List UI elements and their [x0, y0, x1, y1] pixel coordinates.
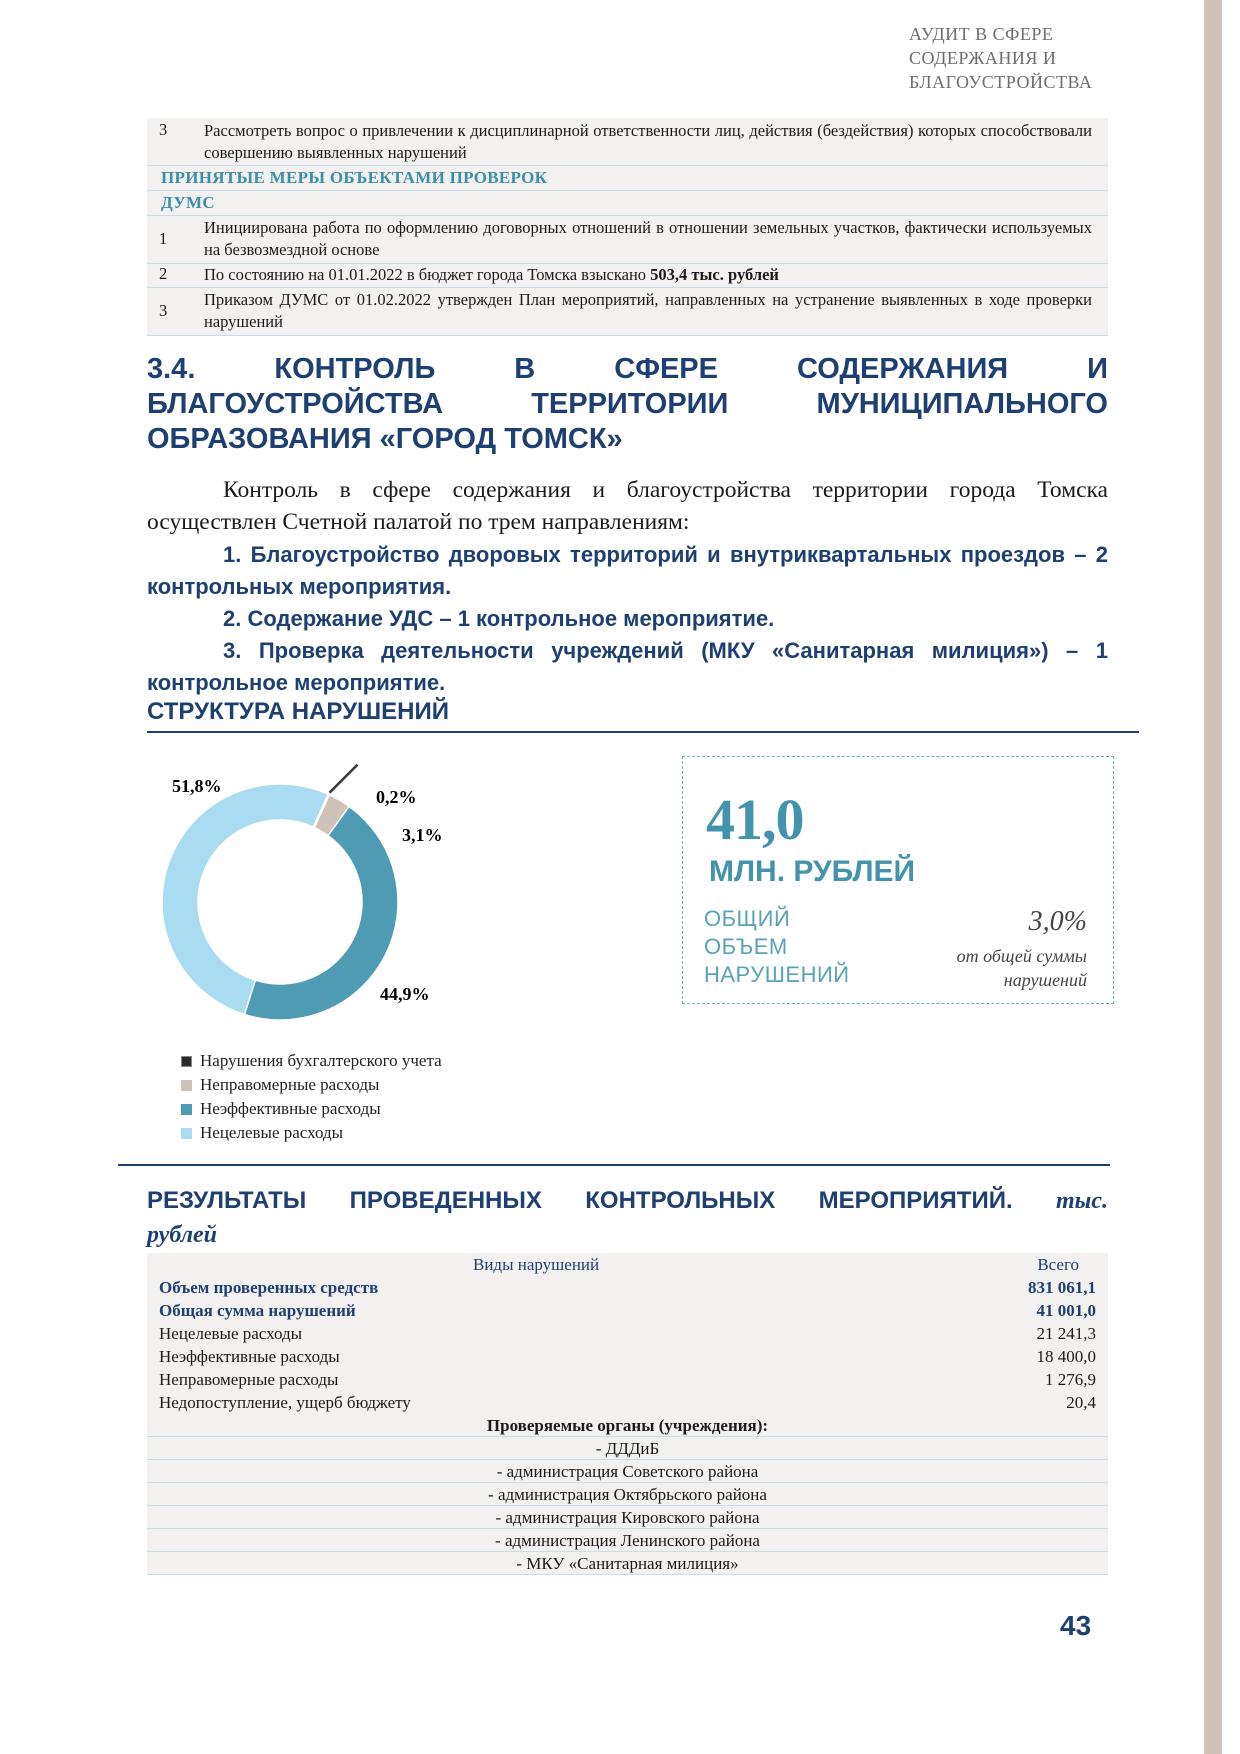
legend-item [181, 1097, 442, 1121]
direction-3-text: 3. Проверка деятельности учреждений (МКУ «Санитарная милиция») – 1 контрольное мероприятие. [147, 638, 1108, 695]
row-number: 3 [159, 120, 168, 139]
row-number: 3 [159, 301, 168, 320]
kpi-label-line: ОБЪЕМ [704, 934, 788, 959]
section-title [147, 352, 1108, 457]
org-name: - МКУ «Санитарная милиция» [516, 1554, 739, 1573]
legend-swatch [181, 1128, 192, 1139]
org-row [147, 1552, 1108, 1575]
direction-2-text: 2. Содержание УДС – 1 контрольное мероприятие. [223, 606, 775, 631]
section-measures-label: ПРИНЯТЫЕ МЕРЫ ОБЪЕКТАМИ ПРОВЕРОК [161, 168, 548, 187]
org-name: - ДДДиБ [595, 1439, 660, 1458]
legend-item [181, 1121, 442, 1145]
running-header-line: СОДЕРЖАНИЯ И [909, 48, 1057, 68]
row-label: Объем проверенных средств [159, 1278, 379, 1297]
org-name: - администрация Ленинского района [495, 1531, 760, 1550]
table-row [147, 216, 1108, 264]
row-text: Приказом ДУМС от 01.02.2022 утвержден План мероприятий, направленных на устранение выявленных в ходе проверки нарушений [204, 290, 1092, 331]
org-name: - администрация Советского района [496, 1462, 759, 1481]
legend-label: Неэффективные расходы [200, 1099, 381, 1118]
legend-label: Неправомерные расходы [200, 1075, 380, 1094]
page-number: 43 [1060, 1610, 1092, 1641]
org-row [147, 1483, 1108, 1506]
row-value: 18 400,0 [1036, 1347, 1096, 1366]
col-header-types: Виды нарушений [473, 1255, 600, 1274]
structure-title: СТРУКТУРА НАРУШЕНИЙ [147, 698, 449, 725]
violations-donut-chart [140, 745, 540, 1045]
donut-label-accounting: 0,2% [376, 787, 417, 807]
row-value: 20,4 [1066, 1393, 1096, 1412]
donut-label-inefficient: 44,9% [380, 984, 430, 1004]
kpi-label-line: НАРУШЕНИЙ [704, 962, 850, 987]
intro-text: Контроль в сфере содержания и благоустройства территории города Томска осуществлен Счетной палатой по трем направлениям: [147, 477, 1108, 535]
kpi-label-line: ОБЩИЙ [704, 906, 791, 931]
row-text [204, 264, 1092, 286]
side-decor-bar [1204, 0, 1222, 1754]
label-leader-line [329, 765, 357, 793]
kpi-share: 3,0% [1028, 906, 1087, 937]
divider [118, 1164, 1110, 1166]
row-label: Нецелевые расходы [159, 1324, 303, 1343]
row-number: 2 [159, 264, 168, 283]
kpi-share-note-line: от общей суммы [956, 946, 1087, 966]
row-value: 831 061,1 [1028, 1278, 1096, 1297]
row-text: Инициирована работа по оформлению договорных отношений в отношении земельных участков, фактически используемых на безвозмездной основе [204, 218, 1092, 259]
direction-1-text: 1. Благоустройство дворовых территорий и внутриквартальных проездов – 2 контрольных мероприятия. [147, 542, 1108, 599]
kpi-share-note-line: нарушений [1003, 970, 1087, 990]
legend-item [181, 1073, 442, 1097]
section-title-line: БЛАГОУСТРОЙСТВА ТЕРРИТОРИИ МУНИЦИПАЛЬНОГО [147, 388, 1108, 420]
legend-label: Нарушения бухгалтерского учета [200, 1051, 442, 1070]
running-header-line: АУДИТ В СФЕРЕ [909, 24, 1054, 44]
section-title-line: 3.4. КОНТРОЛЬ В СФЕРЕ СОДЕРЖАНИЯ И [147, 353, 1108, 385]
table-header-row [147, 1253, 1108, 1276]
org-row [147, 1529, 1108, 1552]
table-row [147, 118, 1108, 166]
table-row [147, 288, 1108, 336]
direction-1 [147, 539, 1108, 603]
org-row [147, 1437, 1108, 1460]
table-row [147, 1391, 1108, 1414]
donut-label-misuse: 51,8% [172, 776, 222, 796]
legend-swatch [181, 1080, 192, 1091]
kpi-share-note [957, 944, 1087, 992]
legend-swatch [181, 1104, 192, 1115]
section-title-line: ОБРАЗОВАНИЯ «ГОРОД ТОМСК» [147, 423, 623, 455]
row-text-part: По состоянию на 01.01.2022 в бюджет города Томска взыскано [204, 265, 651, 284]
org-name: - администрация Октябрьского района [488, 1485, 767, 1504]
row-value: 21 241,3 [1036, 1324, 1096, 1343]
total-violations-card [682, 756, 1114, 1004]
row-number: 1 [159, 229, 168, 248]
running-header-line: БЛАГОУСТРОЙСТВА [909, 72, 1093, 92]
kpi-value: 41,0 [706, 787, 804, 852]
donut-label-unlawful: 3,1% [402, 825, 443, 845]
section-dums-label: ДУМС [161, 193, 215, 212]
results-unit: тыс. [1056, 1188, 1108, 1214]
divider [147, 731, 1139, 733]
orgs-header: Проверяемые органы (учреждения): [486, 1416, 769, 1435]
org-name: - администрация Кировского района [495, 1508, 760, 1527]
donut-slice [244, 806, 398, 1020]
row-label: Недопоступление, ущерб бюджету [159, 1393, 411, 1412]
row-label: Общая сумма нарушений [159, 1301, 356, 1320]
legend-item [181, 1049, 442, 1073]
kpi-unit: МЛН. РУБЛЕЙ [709, 855, 916, 888]
direction-2 [147, 603, 1108, 635]
intro-paragraph [147, 474, 1108, 538]
org-row [147, 1506, 1108, 1529]
row-value: 41 001,0 [1036, 1301, 1096, 1320]
legend-swatch [181, 1056, 192, 1067]
table-row [147, 1368, 1108, 1391]
running-header [909, 22, 1149, 94]
org-row [147, 1460, 1108, 1483]
table-row [147, 1345, 1108, 1368]
row-text: Рассмотреть вопрос о привлечении к дисциплинарной ответственности лиц, действия (бездействия) которых способствовали совершению выявленных нарушений [204, 121, 1092, 162]
table-row [147, 1299, 1108, 1322]
legend-label: Нецелевые расходы [200, 1123, 344, 1142]
kpi-label [704, 905, 850, 989]
row-value: 1 276,9 [1045, 1370, 1096, 1389]
table-row [147, 1322, 1108, 1345]
row-text-amount: 503,4 тыс. рублей [650, 265, 779, 284]
table-subsection-header [147, 191, 1108, 216]
table-row [147, 1276, 1108, 1299]
table-row [147, 264, 1108, 288]
orgs-header-row [147, 1414, 1108, 1437]
chart-legend [181, 1049, 442, 1145]
row-label: Неэффективные расходы [159, 1347, 340, 1366]
results-title-text: РЕЗУЛЬТАТЫ ПРОВЕДЕННЫХ КОНТРОЛЬНЫХ МЕРОПРИЯТИЙ. [147, 1187, 1013, 1214]
table-section-header [147, 166, 1108, 191]
col-header-total: Всего [1037, 1255, 1079, 1274]
results-title [147, 1184, 1108, 1252]
row-label: Неправомерные расходы [159, 1370, 339, 1389]
results-unit-line: рублей [147, 1222, 218, 1248]
direction-3 [147, 635, 1108, 699]
